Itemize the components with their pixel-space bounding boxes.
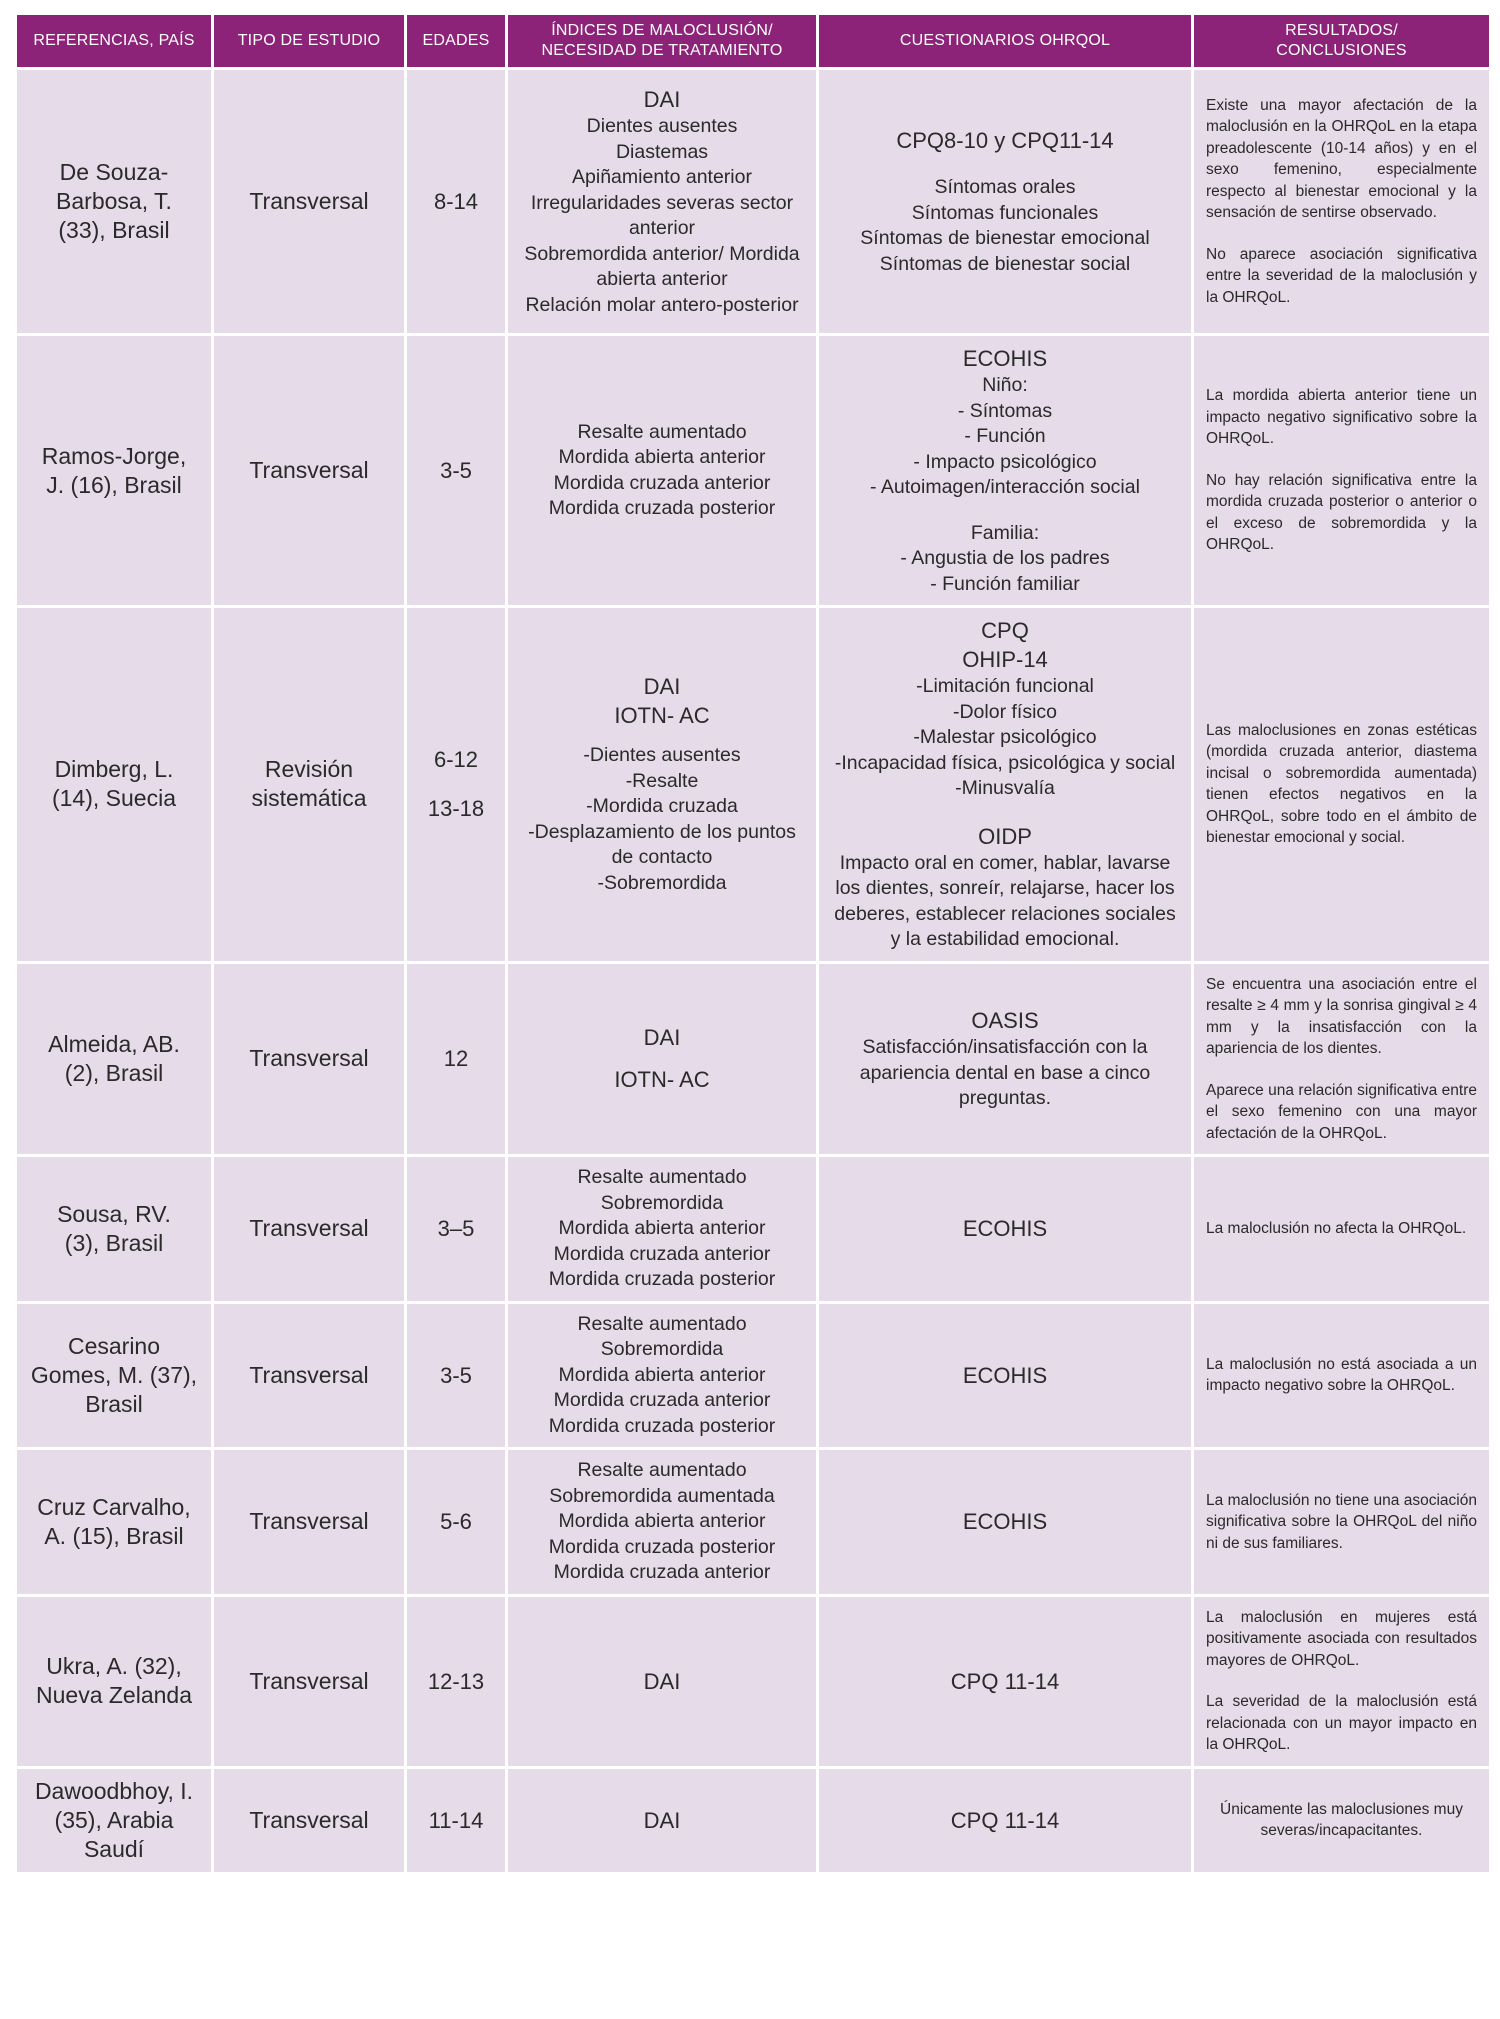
edad-value: 6-12 bbox=[433, 747, 479, 773]
table-body bbox=[17, 70, 1489, 1872]
table-row bbox=[17, 1304, 1489, 1448]
referencia-line: Sousa, RV. bbox=[57, 1200, 171, 1227]
index-item: Sobremordida bbox=[600, 1191, 724, 1214]
header-resultados: RESULTADOS/ CONCLUSIONES bbox=[1194, 15, 1489, 67]
cell-indices bbox=[508, 336, 816, 605]
cell-edades bbox=[407, 1450, 505, 1594]
spacer bbox=[1206, 224, 1477, 244]
cell-referencia bbox=[17, 70, 211, 333]
header-indices: ÍNDICES DE MALOCLUSIÓN/ NECESIDAD DE TRATAMIENTO bbox=[508, 15, 816, 67]
cell-indices bbox=[508, 1157, 816, 1301]
questionnaire-title: CPQ8-10 y CPQ11-14 bbox=[896, 128, 1114, 153]
resultado-paragraph: La maloclusión no tiene una asociación significativa sobre la OHRQoL del niño ni de sus familiares. bbox=[1206, 1491, 1477, 1552]
index-item: -Resalte bbox=[625, 769, 699, 792]
index-item: -Desplazamiento de los puntos bbox=[528, 820, 796, 843]
cell-cuestionarios bbox=[819, 70, 1191, 333]
index-item: Apiñamiento anterior bbox=[572, 166, 752, 188]
cell-cuestionarios bbox=[819, 1450, 1191, 1594]
table-row bbox=[17, 1769, 1489, 1872]
cell-indices bbox=[508, 1597, 816, 1766]
referencia-line: Nueva Zelanda bbox=[36, 1682, 192, 1708]
cell-indices bbox=[508, 964, 816, 1155]
index-item: Mordida abierta anterior bbox=[558, 1363, 766, 1386]
referencia-line: Almeida, AB. bbox=[48, 1030, 180, 1057]
cell-indices bbox=[508, 1450, 816, 1594]
cell-cuestionarios bbox=[819, 964, 1191, 1155]
questionnaire-title: OASIS bbox=[971, 1008, 1039, 1033]
tipo-line: Transversal bbox=[249, 1667, 369, 1694]
resultado-paragraph: La severidad de la maloclusión está relacionada con un mayor impacto en la OHRQoL. bbox=[1206, 1693, 1477, 1753]
referencia-line: Ukra, A. (32), bbox=[46, 1653, 182, 1679]
tipo-line: Transversal bbox=[249, 1806, 369, 1833]
spacer bbox=[518, 730, 806, 743]
cell-tipo-estudio bbox=[214, 336, 404, 605]
table-row bbox=[17, 1597, 1489, 1766]
resultado-paragraph: Únicamente las maloclusiones muy severas/incapacitantes. bbox=[1220, 1800, 1463, 1839]
referencia-line: Barbosa, T. bbox=[56, 188, 172, 214]
cell-referencia bbox=[17, 1769, 211, 1872]
cell-cuestionarios bbox=[819, 608, 1191, 961]
index-item: anterior bbox=[628, 217, 696, 239]
header-tipo-estudio: TIPO DE ESTUDIO bbox=[214, 15, 404, 67]
cell-cuestionarios bbox=[819, 1597, 1191, 1766]
tipo-line: sistemática bbox=[251, 785, 367, 812]
cell-indices bbox=[508, 70, 816, 333]
tipo-line: Transversal bbox=[249, 457, 369, 483]
referencia-line: (35), Arabia bbox=[54, 1806, 174, 1833]
cell-cuestionarios bbox=[819, 1769, 1191, 1872]
index-title: DAI bbox=[643, 1807, 681, 1833]
cell-resultados bbox=[1194, 70, 1489, 333]
questionnaire-item: Satisfacción/insatisfacción con la bbox=[862, 1036, 1148, 1058]
cell-referencia bbox=[17, 964, 211, 1155]
edad-value: 3–5 bbox=[437, 1216, 475, 1242]
cell-cuestionarios bbox=[819, 1157, 1191, 1301]
resultado-paragraph: Aparece una relación significativa entre el sexo femenino con una mayor afectación de la OHRQoL. bbox=[1206, 1081, 1477, 1142]
cell-edades bbox=[407, 70, 505, 333]
referencia-line: De Souza- bbox=[59, 159, 169, 185]
header-edades: EDADES bbox=[407, 15, 505, 67]
tipo-line: Transversal bbox=[249, 188, 369, 214]
index-item: -Dientes ausentes bbox=[583, 744, 741, 767]
spacer bbox=[829, 501, 1181, 521]
resultado-paragraph: No aparece asociación significativa entre la severidad de la maloclusión y la OHRQoL. bbox=[1206, 245, 1477, 306]
questionnaire-title: OHIP-14 bbox=[962, 647, 1048, 672]
spacer bbox=[518, 1052, 806, 1065]
index-item: Mordida cruzada posterior bbox=[548, 497, 776, 519]
questionnaire-item: y la estabilidad emocional. bbox=[890, 928, 1120, 950]
index-item: Resalte aumentado bbox=[577, 420, 747, 443]
index-item: Mordida cruzada anterior bbox=[553, 471, 771, 494]
table-row bbox=[17, 1157, 1489, 1301]
index-title: IOTN- AC bbox=[614, 1067, 710, 1093]
resultado-paragraph: Se encuentra una asociación entre el resalte ≥ 4 mm y la sonrisa gingival ≥ 4 mm y la insatisfacción con la apariencia de los dientes. bbox=[1206, 975, 1477, 1057]
cell-tipo-estudio bbox=[214, 1450, 404, 1594]
referencia-line: Cesarino bbox=[67, 1332, 161, 1359]
cell-indices bbox=[508, 1304, 816, 1448]
referencia-line: J. (16), Brasil bbox=[46, 471, 182, 498]
questionnaire-item: -Malestar psicológico bbox=[913, 726, 1097, 748]
edad-value: 13-18 bbox=[427, 796, 485, 822]
resultado-paragraph: La mordida abierta anterior tiene un impacto negativo significativo sobre la OHRQoL. bbox=[1206, 387, 1477, 448]
review-table-container bbox=[14, 12, 1486, 1875]
index-item: Mordida cruzada posterior bbox=[548, 1535, 776, 1558]
spacer bbox=[829, 802, 1181, 822]
index-item: Mordida cruzada anterior bbox=[553, 1242, 771, 1265]
index-item: Dientes ausentes bbox=[586, 115, 738, 137]
tipo-line: Transversal bbox=[249, 1045, 369, 1072]
edad-value: 11-14 bbox=[428, 1807, 484, 1833]
tipo-line: Transversal bbox=[249, 1361, 369, 1388]
index-item: Sobremordida bbox=[600, 1338, 724, 1360]
cell-tipo-estudio bbox=[214, 964, 404, 1155]
header-cuestionarios: CUESTIONARIOS OHRQOL bbox=[819, 15, 1191, 67]
index-item: Sobremordida anterior/ Mordida bbox=[524, 242, 800, 265]
index-title: IOTN- AC bbox=[614, 703, 710, 729]
cell-resultados bbox=[1194, 1769, 1489, 1872]
referencia-line: (33), Brasil bbox=[58, 217, 170, 243]
index-title: DAI bbox=[643, 87, 681, 112]
index-item: Mordida cruzada posterior bbox=[548, 1268, 776, 1290]
index-item: Irregularidades severas sector bbox=[530, 191, 794, 214]
index-item: Mordida cruzada anterior bbox=[553, 1561, 771, 1583]
cell-resultados bbox=[1194, 336, 1489, 605]
index-item: Resalte aumentado bbox=[577, 1166, 747, 1188]
referencia-line: A. (15), Brasil bbox=[44, 1522, 184, 1549]
referencia-line: (14), Suecia bbox=[51, 785, 176, 812]
questionnaire-title: ECOHIS bbox=[962, 346, 1048, 371]
edad-value: 5-6 bbox=[440, 1509, 472, 1535]
cell-edades bbox=[407, 1304, 505, 1448]
questionnaire-item: Síntomas de bienestar emocional bbox=[860, 227, 1150, 249]
cell-edades bbox=[407, 1597, 505, 1766]
index-title: DAI bbox=[643, 1025, 681, 1051]
questionnaire-item: Niño: bbox=[982, 374, 1028, 396]
questionnaire-item: - Impacto psicológico bbox=[913, 450, 1097, 473]
questionnaire-item: los dientes, sonreír, relajarse, hacer los bbox=[835, 877, 1175, 899]
questionnaire-title: CPQ 11-14 bbox=[950, 1807, 1060, 1833]
cell-referencia bbox=[17, 608, 211, 961]
edad-value: 12-13 bbox=[427, 1668, 485, 1694]
questionnaire-item: apariencia dental en base a cinco bbox=[859, 1061, 1151, 1084]
tipo-line: Transversal bbox=[249, 1508, 369, 1535]
cell-cuestionarios bbox=[819, 336, 1191, 605]
cell-resultados bbox=[1194, 1597, 1489, 1766]
referencia-line: Saudí bbox=[83, 1835, 145, 1862]
referencia-line: Ramos-Jorge, bbox=[41, 442, 187, 469]
referencia-line: Dawoodbhoy, I. bbox=[34, 1777, 194, 1804]
referencia-line: (3), Brasil bbox=[64, 1229, 164, 1256]
cell-referencia bbox=[17, 1597, 211, 1766]
questionnaire-item: - Autoimagen/interacción social bbox=[870, 476, 1140, 498]
questionnaire-item: -Limitación funcional bbox=[916, 675, 1094, 697]
edad-value: 8-14 bbox=[433, 189, 479, 214]
index-item: Mordida cruzada anterior bbox=[553, 1389, 771, 1411]
questionnaire-item: - Angustia de los padres bbox=[900, 547, 1110, 569]
table-row bbox=[17, 608, 1489, 961]
header-row bbox=[17, 15, 1489, 67]
tipo-line: Revisión bbox=[264, 756, 354, 783]
resultado-paragraph: Existe una mayor afectación de la maloclusión en la OHRQoL en la etapa preadolescente (10-14 años) y en el sexo femenino, especialmente respecto al bienestar emocional y la sensación de sentirse observado. bbox=[1206, 96, 1477, 222]
index-item: abierta anterior bbox=[596, 268, 728, 290]
resultado-paragraph: Las maloclusiones en zonas estéticas (mordida cruzada anterior, diastema incisal o sobremordida aumentada) tienen efectos negativos en la OHRQoL, sobre todo en el ámbito de bienestar emocional y social. bbox=[1206, 721, 1477, 847]
header-referencias: REFERENCIAS, PAÍS bbox=[17, 15, 211, 67]
questionnaire-title: OIDP bbox=[978, 823, 1032, 849]
questionnaire-item: -Minusvalía bbox=[955, 777, 1055, 799]
spacer bbox=[1206, 450, 1477, 470]
index-item: -Mordida cruzada bbox=[586, 795, 738, 818]
index-title: DAI bbox=[643, 1668, 681, 1694]
table-header bbox=[17, 15, 1489, 67]
questionnaire-item: deberes, establecer relaciones sociales bbox=[834, 902, 1176, 925]
resultado-paragraph: No hay relación significativa entre la mordida cruzada posterior o anterior o el exceso de sobremordida y la OHRQoL. bbox=[1206, 471, 1477, 554]
cell-edades bbox=[407, 608, 505, 961]
questionnaire-title: ECOHIS bbox=[962, 1362, 1048, 1388]
index-item: Mordida abierta anterior bbox=[558, 446, 766, 468]
index-item: Mordida cruzada posterior bbox=[548, 1414, 776, 1437]
edad-value: 12 bbox=[443, 1046, 469, 1072]
questionnaire-item: -Incapacidad física, psicológica y social bbox=[834, 751, 1176, 774]
questionnaire-item: - Función bbox=[964, 425, 1046, 447]
cell-resultados bbox=[1194, 1450, 1489, 1594]
referencia-line: Gomes, M. (37), bbox=[30, 1361, 198, 1388]
questionnaire-item: -Dolor físico bbox=[952, 700, 1058, 723]
cell-referencia bbox=[17, 336, 211, 605]
spacer bbox=[417, 774, 495, 794]
malocclusion-ohrqol-table bbox=[14, 12, 1492, 1875]
index-item: de contacto bbox=[611, 846, 713, 869]
resultado-paragraph: La maloclusión no afecta la OHRQoL. bbox=[1206, 1220, 1467, 1237]
questionnaire-item: Familia: bbox=[970, 521, 1040, 544]
resultado-paragraph: La maloclusión en mujeres está positivamente asociada con resultados mayores de OHRQoL. bbox=[1206, 1608, 1477, 1669]
cell-edades bbox=[407, 1769, 505, 1872]
index-item: Resalte aumentado bbox=[577, 1312, 747, 1335]
index-item: Sobremordida aumentada bbox=[549, 1484, 775, 1507]
referencia-line: Cruz Carvalho, bbox=[37, 1493, 191, 1520]
referencia-line: (2), Brasil bbox=[64, 1059, 164, 1086]
cell-resultados bbox=[1194, 964, 1489, 1155]
cell-resultados bbox=[1194, 1157, 1489, 1301]
cell-tipo-estudio bbox=[214, 608, 404, 961]
index-item: Relación molar antero-posterior bbox=[525, 293, 799, 316]
cell-edades bbox=[407, 336, 505, 605]
edad-value: 3-5 bbox=[440, 458, 472, 483]
cell-tipo-estudio bbox=[214, 70, 404, 333]
cell-edades bbox=[407, 1157, 505, 1301]
spacer bbox=[1206, 1060, 1477, 1080]
cell-tipo-estudio bbox=[214, 1597, 404, 1766]
table-row bbox=[17, 964, 1489, 1155]
index-item: -Sobremordida bbox=[597, 871, 727, 894]
cell-edades bbox=[407, 964, 505, 1155]
cell-referencia bbox=[17, 1450, 211, 1594]
table-row bbox=[17, 1450, 1489, 1594]
cell-referencia bbox=[17, 1157, 211, 1301]
cell-cuestionarios bbox=[819, 1304, 1191, 1448]
questionnaire-item: Síntomas funcionales bbox=[911, 201, 1099, 224]
questionnaire-title: ECOHIS bbox=[962, 1216, 1048, 1242]
questionnaire-item: preguntas. bbox=[958, 1087, 1052, 1109]
referencia-line: Brasil bbox=[85, 1390, 143, 1417]
questionnaire-item: Síntomas orales bbox=[934, 176, 1076, 198]
index-title: DAI bbox=[643, 674, 681, 700]
cell-indices bbox=[508, 1769, 816, 1872]
cell-referencia bbox=[17, 1304, 211, 1448]
table-row bbox=[17, 336, 1489, 605]
referencia-line: Dimberg, L. bbox=[54, 756, 174, 783]
spacer bbox=[829, 155, 1181, 175]
index-item: Mordida abierta anterior bbox=[558, 1510, 766, 1532]
index-item: Resalte aumentado bbox=[577, 1459, 747, 1481]
cell-resultados bbox=[1194, 608, 1489, 961]
resultado-paragraph: La maloclusión no está asociada a un impacto negativo sobre la OHRQoL. bbox=[1206, 1355, 1477, 1395]
table-row bbox=[17, 70, 1489, 333]
questionnaire-item: Impacto oral en comer, hablar, lavarse bbox=[839, 851, 1171, 874]
edad-value: 3-5 bbox=[440, 1362, 472, 1388]
questionnaire-item: - Síntomas bbox=[957, 399, 1053, 422]
index-item: Mordida abierta anterior bbox=[558, 1217, 766, 1239]
cell-tipo-estudio bbox=[214, 1769, 404, 1872]
cell-resultados bbox=[1194, 1304, 1489, 1448]
cell-tipo-estudio bbox=[214, 1304, 404, 1448]
questionnaire-title: CPQ 11-14 bbox=[950, 1668, 1060, 1694]
cell-indices bbox=[508, 608, 816, 961]
cell-tipo-estudio bbox=[214, 1157, 404, 1301]
spacer bbox=[1206, 1671, 1477, 1691]
questionnaire-item: - Función familiar bbox=[930, 572, 1080, 595]
questionnaire-title: CPQ bbox=[981, 618, 1029, 643]
index-item: Diastemas bbox=[615, 140, 709, 163]
tipo-line: Transversal bbox=[249, 1215, 369, 1242]
questionnaire-title: ECOHIS bbox=[962, 1509, 1048, 1535]
questionnaire-item: Síntomas de bienestar social bbox=[879, 252, 1131, 275]
